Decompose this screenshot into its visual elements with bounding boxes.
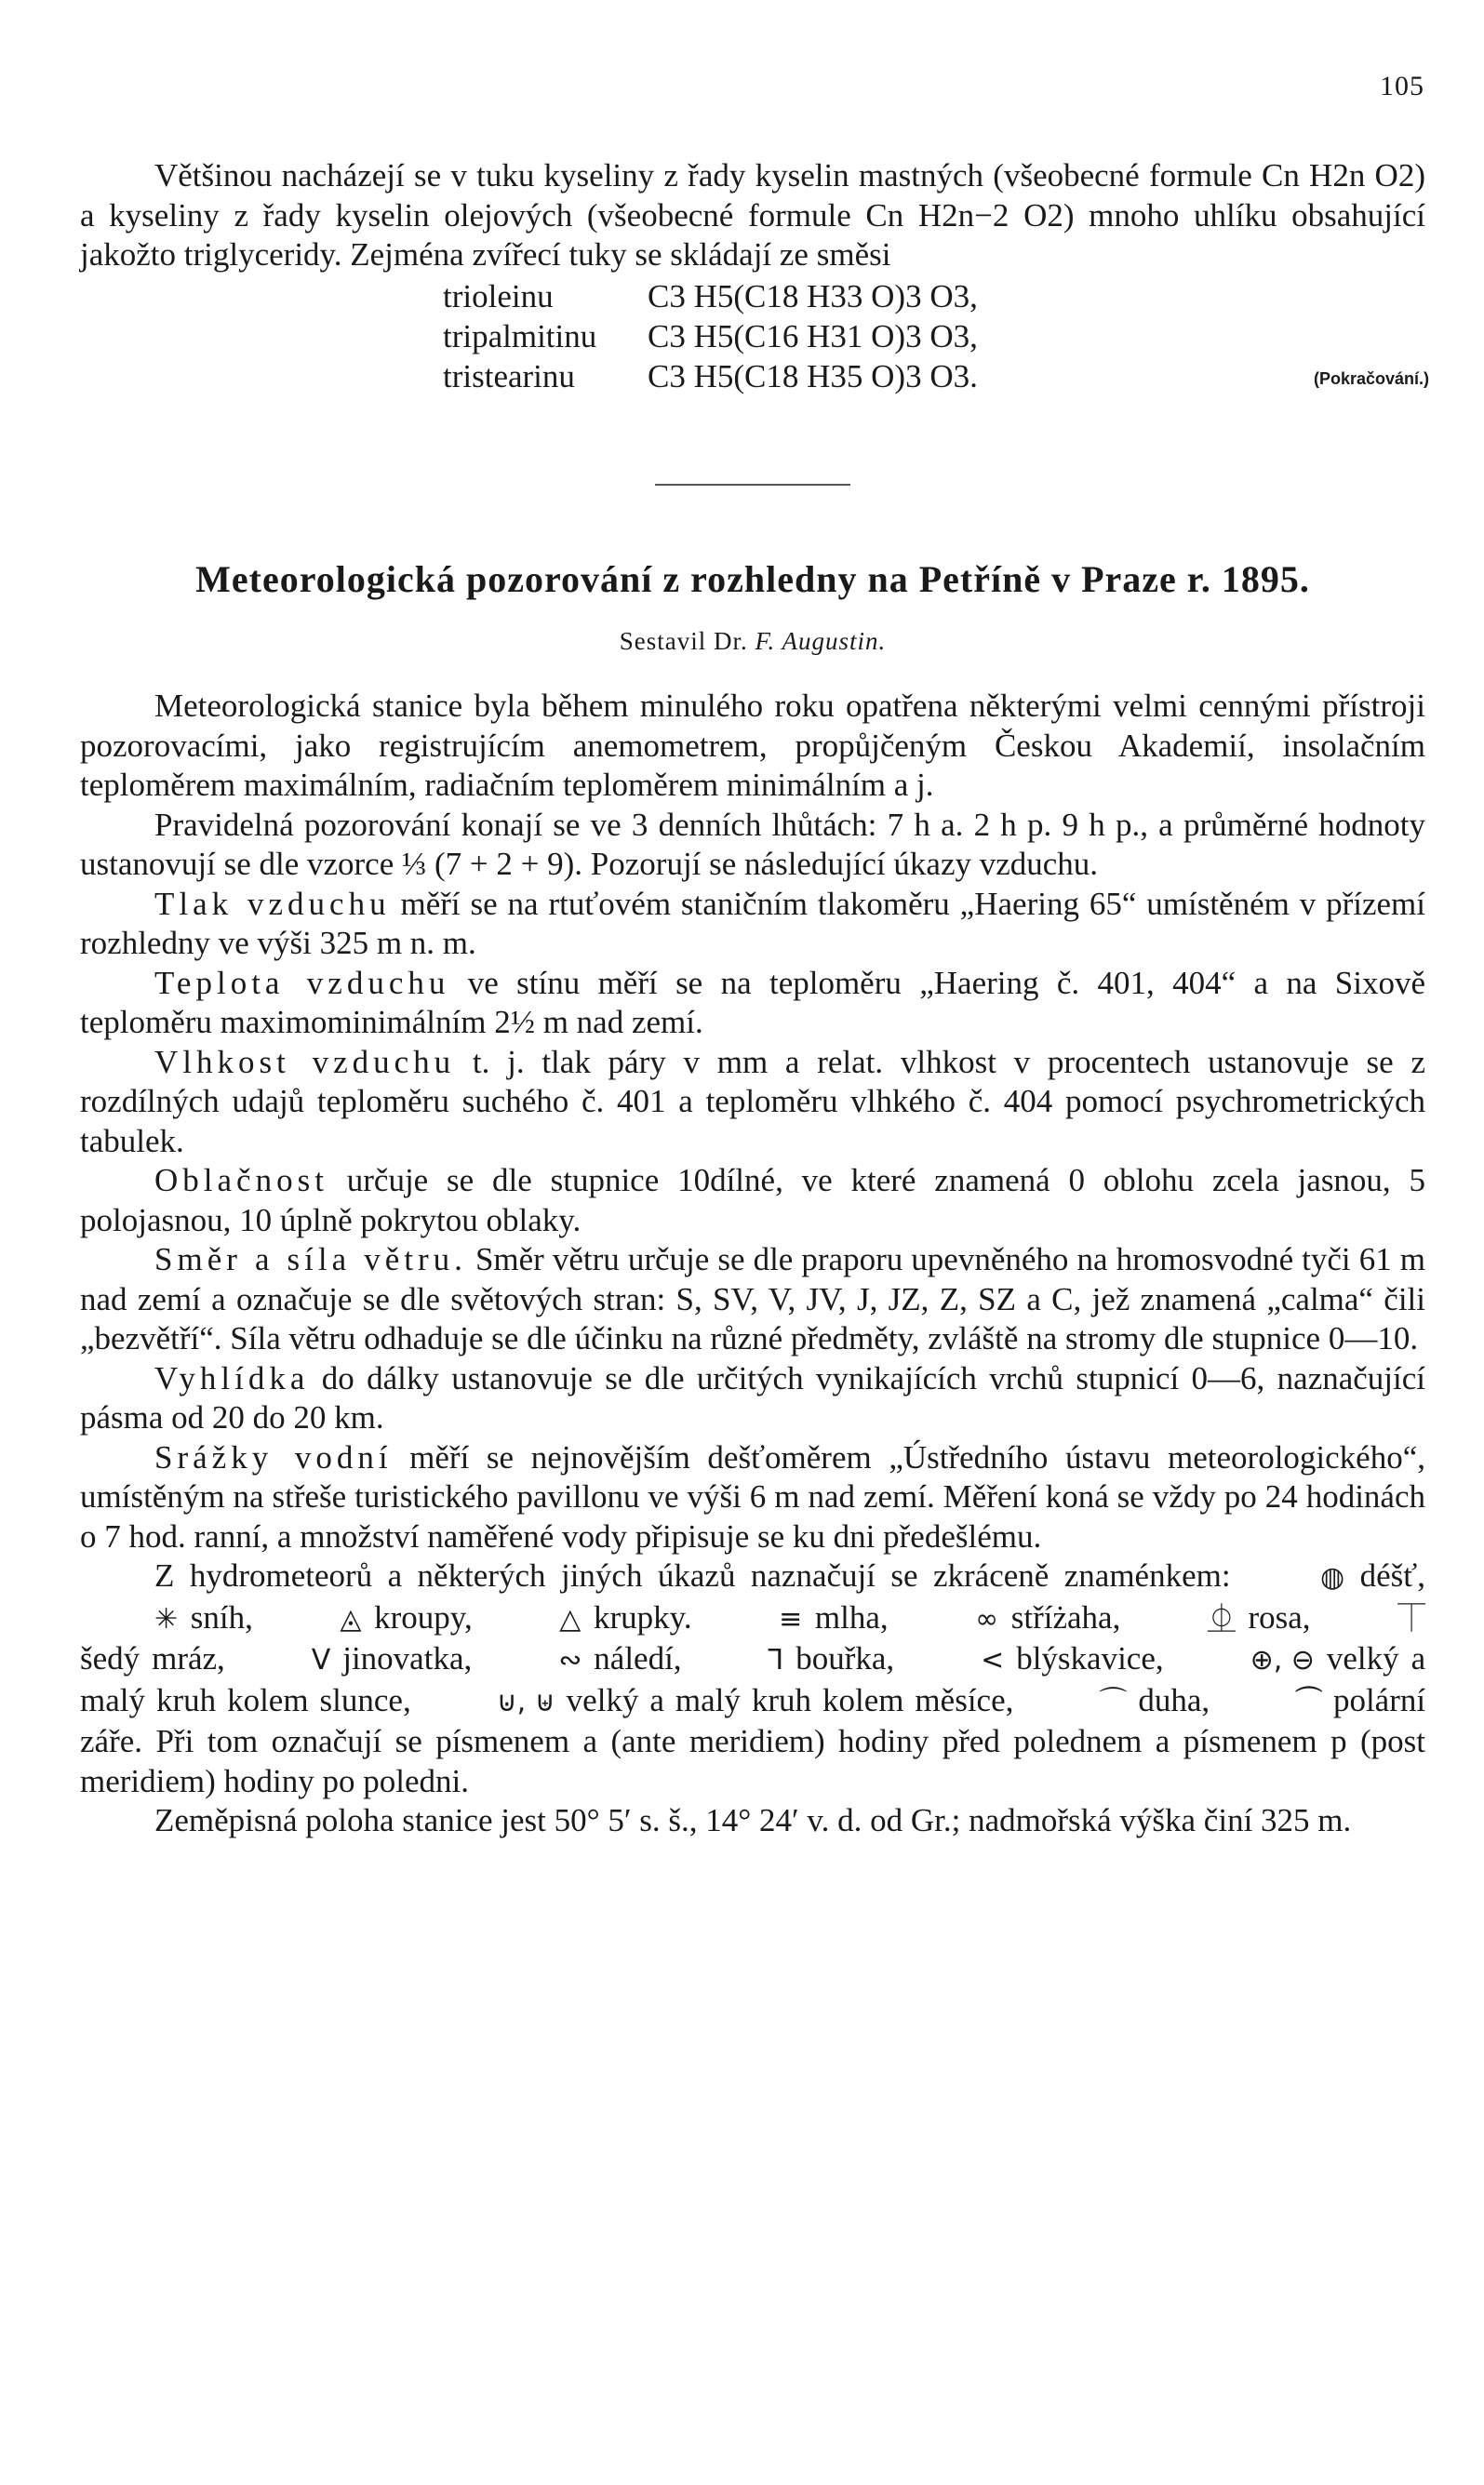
formula-name: trioleinu <box>443 277 554 314</box>
paragraph <box>80 885 1425 964</box>
paragraph-lead: Teplota vzduchu <box>154 964 450 1001</box>
symbol-label: blýskavice, <box>1016 1640 1164 1677</box>
graupel-symbol-icon: △ <box>559 1602 582 1636</box>
solar-halo-symbol-icon: ⊕, ⊖ <box>1250 1644 1315 1677</box>
aurora-symbol-icon: ⏜ <box>1295 1685 1322 1718</box>
symbols-paragraph <box>80 1556 1425 1801</box>
formula-name: tristearinu <box>443 357 575 394</box>
author-name: F. Augustin. <box>755 626 887 655</box>
paragraph-lead: Srážky vodní <box>154 1438 393 1476</box>
rime-symbol-icon: V <box>311 1644 331 1677</box>
lightning-symbol-icon: < <box>981 1644 1005 1677</box>
symbol-label: sníh, <box>190 1598 253 1636</box>
symbols-outro: Při tom označují se písmenem a (ante meridiem) hodiny před polednem a písmenem p (post meridiem) hodiny po poledni. <box>80 1723 1426 1799</box>
author-prefix: Sestavil Dr. <box>619 626 748 655</box>
symbols-intro: Z hydrometeorů a některých jiných úkazů naznačují se zkráceně znaménkem: <box>154 1557 1231 1594</box>
snow-symbol-icon: ✳ <box>154 1602 179 1636</box>
symbol-label: velký a malý kruh kolem slunce, <box>80 1640 1426 1718</box>
hoarfrost-symbol-icon: ⏉ <box>1397 1602 1426 1636</box>
fog-symbol-icon: ≡ <box>779 1602 803 1636</box>
paragraph-text: Meteorologická stanice byla během minulého roku opatřena některými velmi cennými přístroji pozorovacími, jako registrujícím anemometrem, propůjčeným Českou Akademií, insolačním teploměrem maximálním, radiačním teploměrem minimálním a j. <box>80 688 1425 803</box>
glaze-symbol-icon: ∾ <box>558 1644 582 1677</box>
paragraph-text: t. j. tlak páry v mm a relat. vlhkost v procentech ustanovuje se z rozdílných udajů teploměru suchého č. 401 a teploměru vlhkého č. 404 pomocí psychrometrických tabulek. <box>80 1043 1425 1159</box>
symbol-label: jinovatka, <box>342 1640 473 1677</box>
formula-value: C3 H5(C18 H35 O)3 O3. <box>648 357 978 394</box>
paragraph-lead: Vyhlídka <box>154 1359 310 1396</box>
paragraph <box>80 806 1425 885</box>
symbol-label: mlha, <box>814 1598 889 1636</box>
paragraph-text: Směr větru určuje se dle praporu upevněného na hromosvodné tyči 61 m nad zemí a označuje se dle světových stran: S, SV, V, JV, J, JZ, Z, SZ a C, jež znamená „calma“ čili „bezvětří“. Síla větru odhaduje se dle účinku na různé předměty, zvláště na stromy dle stupnice 0—10. <box>80 1241 1425 1356</box>
symbol-label: krupky. <box>593 1598 692 1636</box>
paragraph-text: určuje se dle stupnice 10dílné, ve které znamená 0 oblohu zcela jasnou, 5 polojasnou, 10 úplně pokrytou oblaky. <box>80 1162 1426 1238</box>
formula-value: C3 H5(C16 H31 O)3 O3, <box>648 317 978 354</box>
paragraph-text: měří se na rtuťovém staničním tlakoměru „Haering 65“ umístěném v přízemí rozhledny ve výši 325 m n. m. <box>80 885 1425 961</box>
rain-symbol-icon: ◍ <box>1320 1561 1345 1594</box>
symbol-label: šedý mráz, <box>80 1640 225 1677</box>
paragraph-text: do dálky ustanovuje se dle určitých vynikajících vrchů stupnicí 0—6, naznačující pásma od 20 do 20 km. <box>80 1359 1425 1436</box>
text-column <box>80 156 1429 1841</box>
symbol-label: velký a malý kruh kolem měsíce, <box>566 1681 1014 1718</box>
symbol-label: bouřka, <box>795 1640 895 1677</box>
haze-symbol-icon: ∞ <box>975 1602 999 1636</box>
formula-row <box>443 277 978 317</box>
formula-row <box>443 317 978 357</box>
symbol-label: stříżaha, <box>1010 1598 1121 1636</box>
paragraph-lead: Směr a síla větru. <box>154 1241 467 1277</box>
paragraph <box>80 1438 1425 1557</box>
formula-list <box>80 277 1429 398</box>
article-title: Meteorologická pozorování z rozhledny na Petříně v Praze r. 1895. <box>195 557 1310 600</box>
paragraph <box>80 1161 1425 1240</box>
paragraph <box>80 1359 1425 1438</box>
symbol-label: náledí, <box>594 1640 682 1677</box>
section-divider <box>655 484 850 486</box>
symbol-label: polární záře. <box>80 1681 1426 1759</box>
symbol-label: rosa, <box>1248 1598 1311 1636</box>
paragraph <box>80 964 1425 1043</box>
paragraph <box>80 1043 1425 1162</box>
paragraph-lead: Oblačnost <box>154 1162 328 1198</box>
formula-row <box>443 357 978 397</box>
formula-value: C3 H5(C18 H33 O)3 O3, <box>648 277 978 314</box>
thunderstorm-symbol-icon: Ꞁ <box>768 1644 784 1677</box>
symbol-label: kroupy, <box>374 1598 473 1636</box>
paragraph-text: měří se nejnovějším dešťoměrem „Ústředního ústavu meteorologického“, umístěným na střeše turistického pavillonu ve výši 6 m nad zemí. Měření koná se vždy po 24 hodinách o 7 hod. ranní, a množství naměřené vody připisuje se ku dni předešlému. <box>80 1438 1425 1555</box>
author-line <box>80 621 1425 661</box>
page-number: 105 <box>1380 71 1424 101</box>
paragraph <box>80 1240 1425 1359</box>
symbol-label: déšť, <box>1359 1557 1425 1594</box>
previous-article-intro: Většinou nacházejí se v tuku kyseliny z řady kyselin mastných (všeobecné formule Cn H2n O2) a kyseliny z řady kyselin olejových (všeobecné formule Cn H2n−2 O2) mnoho uhlíku obsahující jakožto triglyceridy. Zejména zvířecí tuky se skládají ze směsi <box>80 157 1425 273</box>
symbol-label: duha, <box>1138 1681 1210 1718</box>
dew-symbol-icon: ⏂ <box>1207 1602 1236 1636</box>
rainbow-symbol-icon: ⌒ <box>1099 1685 1128 1718</box>
paragraph <box>80 687 1425 806</box>
paragraph-lead: Tlak vzduchu <box>154 885 391 922</box>
continued-note: (Pokračování.) <box>1313 368 1429 388</box>
paragraph-lead: Vlhkost vzduchu <box>154 1043 456 1080</box>
formula-name: tripalmitinu <box>443 317 597 354</box>
paragraph-text: ve stínu měří se na teploměru „Haering č. 401, 404“ a na Sixově teploměru maximominimálním 2½ m nad zemí. <box>80 964 1425 1040</box>
paragraph-text: Pravidelná pozorování konají se ve 3 denních lhůtách: 7 h a. 2 h p. 9 h p., a průměrné hodnoty ustanovují se dle vzorce ⅓ (7 + 2 + 9). Pozorují se následující úkazy vzduchu. <box>80 806 1425 882</box>
lunar-halo-symbol-icon: ⊍, ⊎ <box>496 1685 555 1718</box>
hail-symbol-icon: ◬ <box>340 1602 362 1636</box>
final-paragraph: Zeměpisná poloha stanice jest 50° 5′ s. š., 14° 24′ v. d. od Gr.; nadmořská výška činí 325 m. <box>154 1802 1352 1838</box>
